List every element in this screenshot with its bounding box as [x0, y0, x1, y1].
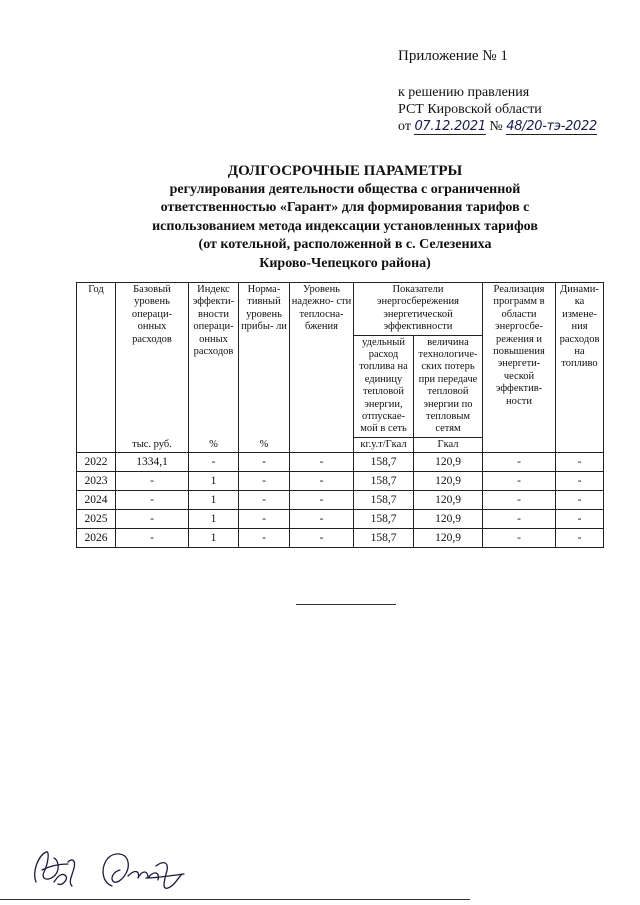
cell-energy-programs: -	[483, 472, 556, 491]
unit-fuel-consumption: кг.у.т/Гкал	[354, 437, 414, 452]
signature-marks	[28, 842, 188, 900]
cell-heat-losses: 120,9	[414, 453, 483, 472]
unit-energy-programs	[483, 437, 556, 452]
document-title	[110, 162, 580, 273]
cell-fuel-dynamics: -	[556, 510, 604, 529]
number-sign: №	[489, 119, 503, 134]
cell-fuel-consumption: 158,7	[354, 453, 414, 472]
unit-base-costs: тыс. руб.	[116, 437, 189, 452]
cell-profit-level: -	[239, 510, 290, 529]
decision-reference	[398, 84, 597, 135]
cell-heat-losses: 120,9	[414, 491, 483, 510]
header-fuel-dynamics: Динами- ка измене- ния расходов на топливо	[556, 283, 604, 438]
title-line-5: (от котельной, расположенной в с. Селезениха	[198, 237, 492, 252]
cell-year: 2023	[77, 472, 116, 491]
cell-efficiency-index: 1	[189, 491, 239, 510]
cell-reliability: -	[290, 529, 354, 548]
cell-year: 2026	[77, 529, 116, 548]
from-prefix: от	[398, 119, 411, 134]
units-row	[77, 437, 604, 452]
title-line-2: регулирования деятельности общества с ограниченной	[169, 181, 521, 197]
title-line-3: ответственностью «Гарант» для формирования тарифов с	[160, 200, 530, 215]
decision-line-2: РСТ Кировской области	[398, 102, 542, 117]
unit-fuel-dynamics	[556, 437, 604, 452]
title-line-6: Кирово-Чепецкого района)	[259, 255, 431, 271]
cell-reliability: -	[290, 453, 354, 472]
cell-heat-losses: 120,9	[414, 510, 483, 529]
cell-profit-level: -	[239, 491, 290, 510]
cell-fuel-dynamics: -	[556, 453, 604, 472]
cell-base-costs: 1334,1	[116, 453, 189, 472]
parameters-table	[76, 282, 604, 548]
decision-date: 07.12.2021	[414, 119, 486, 134]
cell-fuel-consumption: 158,7	[354, 510, 414, 529]
cell-fuel-dynamics: -	[556, 491, 604, 510]
decision-number: 48/20-тэ-2022	[506, 119, 597, 134]
cell-profit-level: -	[239, 472, 290, 491]
cell-year: 2025	[77, 510, 116, 529]
header-efficiency-index: Индекс эффекти- вности операци- онных расходов	[189, 283, 239, 438]
table-row	[77, 472, 604, 491]
cell-efficiency-index: 1	[189, 472, 239, 491]
unit-efficiency-index: %	[189, 437, 239, 452]
title-line-1: ДОЛГОСРОЧНЫЕ ПАРАМЕТРЫ	[227, 163, 463, 179]
unit-reliability	[290, 437, 354, 452]
cell-energy-programs: -	[483, 453, 556, 472]
cell-profit-level: -	[239, 453, 290, 472]
separator-line	[296, 604, 396, 605]
cell-base-costs: -	[116, 491, 189, 510]
cell-heat-losses: 120,9	[414, 529, 483, 548]
header-base-costs: Базовый уровень операци- онных расходов	[116, 283, 189, 438]
cell-fuel-consumption: 158,7	[354, 472, 414, 491]
cell-year: 2022	[77, 453, 116, 472]
cell-fuel-dynamics: -	[556, 472, 604, 491]
header-profit-level: Норма- тивный уровень прибы- ли	[239, 283, 290, 438]
cell-efficiency-index: 1	[189, 510, 239, 529]
header-heat-losses: величина технологиче- ских потерь при передаче тепловой энергии по тепловым сетям	[414, 335, 483, 437]
cell-base-costs: -	[116, 510, 189, 529]
table-row	[77, 453, 604, 472]
cell-base-costs: -	[116, 472, 189, 491]
header-fuel-consumption: удельный расход топлива на единицу тепловой энергии, отпускае- мой в сеть	[354, 335, 414, 437]
cell-energy-programs: -	[483, 510, 556, 529]
cell-efficiency-index: -	[189, 453, 239, 472]
cell-efficiency-index: 1	[189, 529, 239, 548]
title-line-4: использованием метода индексации установленных тарифов	[152, 218, 538, 234]
table-row	[77, 529, 604, 548]
header-row-1	[77, 283, 604, 336]
cell-year: 2024	[77, 491, 116, 510]
unit-profit-level: %	[239, 437, 290, 452]
cell-fuel-consumption: 158,7	[354, 529, 414, 548]
cell-fuel-consumption: 158,7	[354, 491, 414, 510]
header-year: Год	[77, 283, 116, 438]
cell-reliability: -	[290, 491, 354, 510]
header-energy-indicators: Показатели энергосбережения энергетической эффективности	[354, 283, 483, 336]
cell-heat-losses: 120,9	[414, 472, 483, 491]
header-reliability: Уровень надежно- сти теплосна- бжения	[290, 283, 354, 438]
table-row	[77, 510, 604, 529]
decision-line-1: к решению правления	[398, 85, 530, 100]
cell-profit-level: -	[239, 529, 290, 548]
appendix-label: Приложение № 1	[398, 48, 508, 64]
cell-reliability: -	[290, 510, 354, 529]
cell-energy-programs: -	[483, 491, 556, 510]
unit-heat-losses: Гкал	[414, 437, 483, 452]
table-row	[77, 491, 604, 510]
cell-reliability: -	[290, 472, 354, 491]
decision-date-number	[398, 118, 597, 135]
unit-year	[77, 437, 116, 452]
cell-fuel-dynamics: -	[556, 529, 604, 548]
cell-energy-programs: -	[483, 529, 556, 548]
signature-line	[0, 899, 470, 900]
cell-base-costs: -	[116, 529, 189, 548]
header-energy-programs: Реализация программ в области энергосбе- режения и повышения энергети- ческой эффектив- ности	[483, 283, 556, 438]
